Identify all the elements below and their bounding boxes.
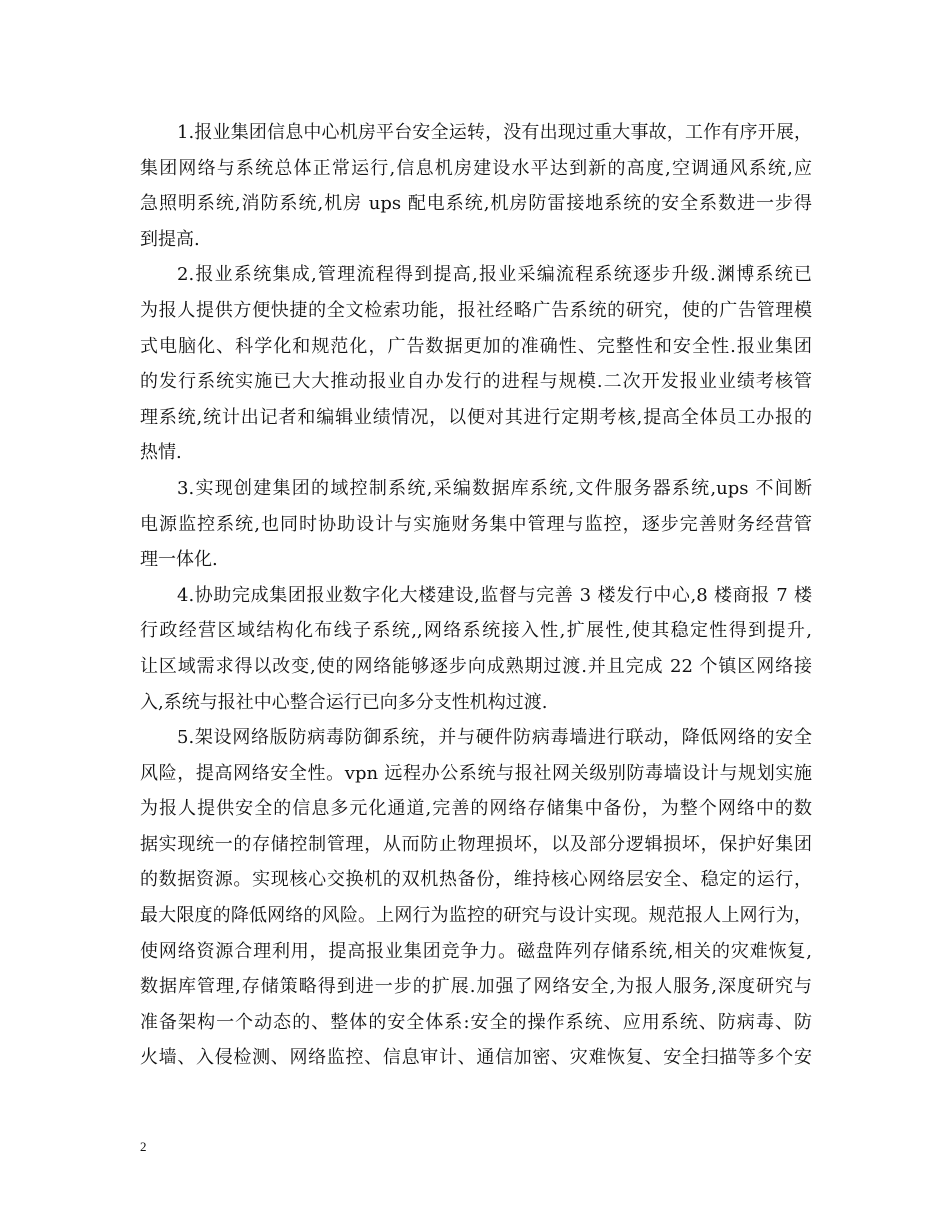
body-text [140, 115, 812, 1076]
paragraph [140, 720, 812, 1076]
text-line: 让区域需求得以改变,使的网络能够逐步向成熟期过渡.并且完成 22 个镇区网络接 [140, 655, 812, 677]
paragraph [140, 578, 812, 720]
text-line: 的发行系统实施已大大推动报业自办发行的进程与规模.二次开发报业业绩考核管 [140, 371, 812, 393]
text-line: 理系统,统计出记者和编辑业绩情况，以便对其进行定期考核,提高全体员工办报的 [140, 406, 812, 428]
page-number: 2 [140, 1139, 147, 1154]
text-line: 理一体化. [140, 549, 218, 571]
text-line: 热情. [140, 442, 182, 464]
text-line: 4.协助完成集团报业数字化大楼建设,监督与完善 3 楼发行中心,8 楼商报 7 楼 [177, 584, 812, 606]
text-line: 式电脑化、科学化和规范化，广告数据更加的准确性、完整性和安全性.报业集团 [140, 335, 812, 357]
text-line: 入,系统与报社中心整合运行已向多分支性机构过渡. [140, 691, 548, 713]
text-line: 为报人提供方便快捷的全文检索功能，报社经略广告系统的研究，使的广告管理模 [140, 299, 812, 321]
text-line: 为报人提供安全的信息多元化通道,完善的网络存储集中备份，为整个网络中的数 [140, 798, 812, 820]
text-line: 2.报业系统集成,管理流程得到提高,报业采编流程系统逐步升级.渊博系统已 [177, 264, 812, 286]
text-line: 集团网络与系统总体正常运行,信息机房建设水平达到新的高度,空调通风系统,应 [140, 157, 812, 179]
text-line: 急照明系统,消防系统,机房 ups 配电系统,机房防雷接地系统的安全系数进一步得 [140, 193, 812, 215]
text-line: 使网络资源合理利用，提高报业集团竞争力。磁盘阵列存储系统,相关的灾难恢复, [140, 940, 812, 962]
text-line: 行政经营区域结构化布线子系统,,网络系统接入性,扩展性,使其稳定性得到提升, [140, 620, 812, 642]
text-line: 3.实现创建集团的域控制系统,采编数据库系统,文件服务器系统,ups 不间断 [177, 477, 812, 499]
paragraph [140, 257, 812, 471]
paragraph [140, 471, 812, 578]
text-line: 火墙、入侵检测、网络监控、信息审计、通信加密、灾难恢复、安全扫描等多个安 [140, 1047, 812, 1069]
paragraph [140, 115, 812, 257]
text-line: 最大限度的降低网络的风险。上网行为监控的研究与设计实现。规范报人上网行为， [140, 905, 812, 927]
text-line: 风险，提高网络安全性。vpn 远程办公系统与报社网关级别防毒墙设计与规划实施 [140, 762, 812, 784]
text-line: 5.架设网络版防病毒防御系统，并与硬件防病毒墙进行联动，降低网络的安全 [177, 727, 812, 749]
text-line: 据实现统一的存储控制管理，从而防止物理损坏，以及部分逻辑损坏，保护好集团 [140, 833, 812, 855]
text-line: 数据库管理,存储策略得到进一步的扩展.加强了网络安全,为报人服务,深度研究与 [140, 976, 812, 998]
text-line: 到提高. [140, 228, 200, 250]
text-line: 的数据资源。实现核心交换机的双机热备份，维持核心网络层安全、稳定的运行， [140, 869, 812, 891]
text-line: 电源监控系统,也同时协助设计与实施财务集中管理与监控，逐步完善财务经营管 [140, 513, 812, 535]
text-line: 准备架构一个动态的、整体的安全体系:安全的操作系统、应用系统、防病毒、防 [140, 1011, 812, 1033]
text-line: 1.报业集团信息中心机房平台安全运转，没有出现过重大事故，工作有序开展， [177, 122, 812, 143]
